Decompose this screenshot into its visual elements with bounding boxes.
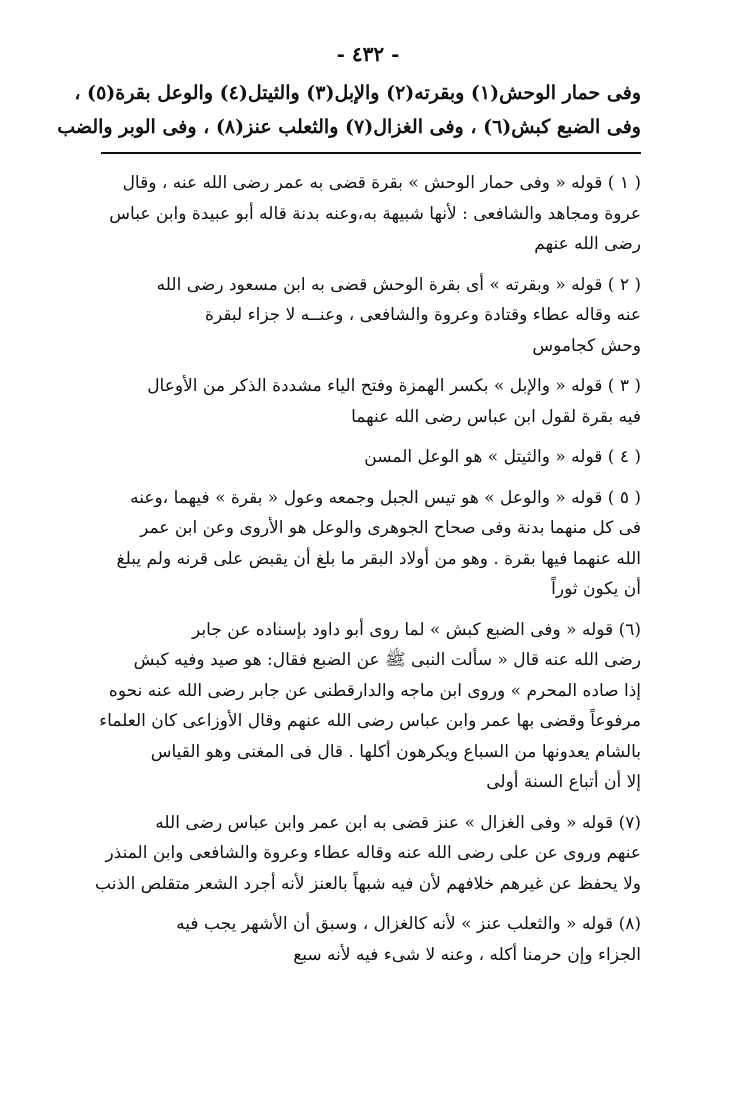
footnote-3 [101,371,641,432]
footnote-line: مرفوعاً وقضى بها عمر وابن عباس رضى الله عنهم وقال الأوزاعى كان العلماء [99,711,641,731]
footnote-line: ( ١ ) قوله « وفى حمار الوحش » بقرة قضى به عمر رضى الله عنه ، وقال [122,173,641,193]
footnote-line: عروة ومجاهد والشافعى : لأنها شبيهة به،وعنه بدنة قاله أبو عبيدة وابن عباس [109,203,641,224]
footnote-line: فى كل منهما بدنة وفى صحاح الجوهرى والوعل هو الأروى وعن ابن عمر [140,518,641,538]
footnote-line: ( ٣ ) قوله « والإبل » بكسر الهمزة وفتح الياء مشددة الذكر من الأوعال [147,376,641,396]
main-text [57,76,641,144]
footnotes [95,168,641,980]
main-text-line: وفى حمار الوحش(١) وبقرته(٢) والإبل(٣) والثيتل(٤) والوعل بقرة(٥) ، [74,82,641,104]
footnote-line: رضى الله عنهم [534,234,641,254]
footnote-1 [101,168,641,260]
footnote-line: (٦) قوله « وفى الضبع كبش » لما روى أبو داود بإسناده عن جابر [192,619,641,640]
footnote-line: (٧) قوله « وفى الغزال » عنز قضى به ابن عمر وابن عباس رضى الله [155,812,641,833]
footnote-line: فيه بقرة لقول ابن عباس رضى الله عنهما [351,406,641,427]
footnote-line: ( ٤ ) قوله « والثيتل » هو الوعل المسن [364,447,641,467]
footnote-8 [101,909,641,970]
footnote-line: (٨) قوله « والثعلب عنز » لأنه كالغزال ، وسبق أن الأشهر يجب فيه [176,914,641,934]
footnote-line: عنهم وروى عن على رضى الله عنه وقاله عطاء وعروة والشافعى وابن المنذر [105,843,641,863]
footnote-line: إذا صاده المحرم » وروى ابن ماجه والدارقطنى عن جابر رضى الله عنه نحوه [108,680,641,701]
footnote-6 [101,615,641,798]
footnote-line: الله عنهما فيها بقرة . وهو من أولاد البقر ما بلغ أن يقبض على قرنه ولم يبلغ [116,548,641,569]
footnote-line: بالشام يعدونها من السباع ويكرهون أكلها . قال فى المغنى وهو القياس [150,741,641,762]
footnote-line: ( ٥ ) قوله « والوعل » هو تيس الجبل وجمعه وعول « بقرة » فيهما ،وعنه [130,487,641,508]
footnote-5 [101,483,641,605]
footnote-4 [101,442,641,473]
footnote-line: الجزاء وإن حرمنا أكله ، وعنه لا شىء فيه لأنه سبع [293,944,641,965]
footnote-line: أن يكون ثوراً [551,579,641,599]
footnote-line: عنه وقاله عطاء وقتادة وعروة والشافعى ، وعنــه لا جزاء لبقرة [205,305,641,325]
footnote-7 [95,808,641,900]
footnote-line: إلا أن أتباع السنة أولى [486,772,641,792]
page-number: - ٤٣٢ - [336,42,400,66]
footnote-line: وحش كجاموس [532,335,641,356]
footnote-line: ولا يحفظ عن غيرهم خلافهم لأن فيه شبهاً بالعنز لأنه أجرد الشعر متقلص الذنب [95,873,641,894]
footnote-2 [101,270,641,362]
footnote-line: ( ٢ ) قوله « وبقرته » أى بقرة الوحش قضى به ابن مسعود رضى الله [156,274,641,295]
main-text-line: وفى الضبع كبش(٦) ، وفى الغزال(٧) والثعلب عنز(٨) ، وفى الوبر والضب [57,116,641,138]
footnote-divider [101,152,641,154]
footnote-line: رضى الله عنه قال « سألت النبى ﷺ عن الضبع فقال: هو صيد وفيه كبش [133,650,641,670]
